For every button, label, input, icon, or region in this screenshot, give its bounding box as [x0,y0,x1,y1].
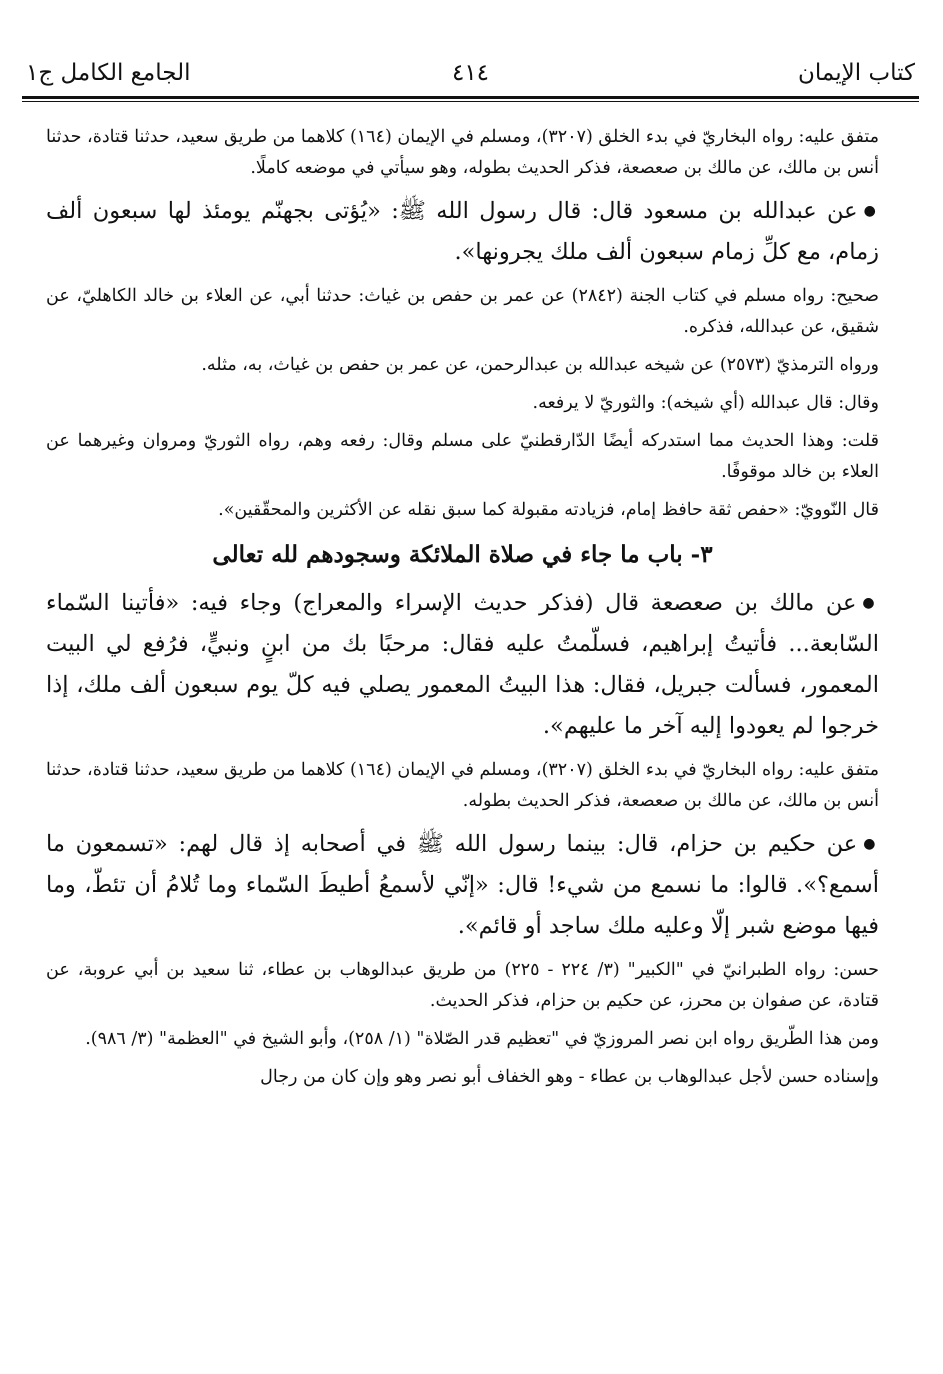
bullet-icon: ● [863,203,880,219]
bullet-icon: ● [863,836,880,852]
hadith-text [46,191,879,273]
takhrij-note: قلت: وهذا الحديث مما استدركه أيضًا الدّارقطنيّ على مسلم وقال: رفعه وهم، رواه الثوريّ ومروان وغيرهما عن العلاء بن خالد موقوفًا. [46,431,879,482]
header-rule-thin [22,101,919,102]
hadith-text [46,583,879,747]
hadith-body: عن عبدالله بن مسعود قال: قال رسول الله ﷺ: «يُؤتى بجهنّم يومئذ لها سبعون ألف زمام، مع كلِّ زمام سبعون ألف ملك يجرونها». [46,198,879,265]
takhrij-note: ورواه الترمذيّ (٢٥٧٣) عن شيخه عبدالله بن عبدالرحمن، عن عمر بن حفص بن غياث، به، مثله. [201,355,879,375]
chapter-title: كتاب الإيمان [798,60,915,86]
takhrij-note: قال النّوويّ: «حفص ثقة حافظ إمام، فزيادته مقبولة كما سبق نقله عن الأكثرين والمحقّقين». [218,500,879,520]
takhrij-note: ومن هذا الطّريق رواه ابن نصر المروزيّ في "تعظيم قدر الصّلاة" (١/ ٢٥٨)، وأبو الشيخ في "العظمة" (٣/ ٩٨٦). [85,1029,879,1049]
takhrij-note: متفق عليه: رواه البخاريّ في بدء الخلق (٣٢٠٧)، ومسلم في الإيمان (١٦٤) كلاهما من طريق سعيد، حدثنا قتادة، حدثنا أنس بن مالك، عن مالك بن صعصعة، فذكر الحديث بطوله، وهو سيأتي في موضعه كاملًا. [46,127,880,178]
section-heading: ٣- باب ما جاء في صلاة الملائكة وسجودهم لله تعالى [212,541,713,568]
takhrij-note: وإسناده حسن لأجل عبدالوهاب بن عطاء - وهو الخفاف أبو نصر وهو وإن كان من رجال [260,1067,879,1087]
page-content [46,122,879,1100]
hadith-body: عن حكيم بن حزام، قال: بينما رسول الله ﷺ في أصحابه إذ قال لهم: «تسمعون ما أسمع؟». قالوا: ما نسمع من شيء! قال: «إنّي لأسمعُ أطيطَ السّماء وما تُلامُ أن تئطّ، وما فيها موضع شبر إلّا وعليه ملك ساجد أو قائم». [46,831,879,939]
page-header [22,52,919,96]
page-number: ٤١٤ [451,60,490,86]
takhrij-note: صحيح: رواه مسلم في كتاب الجنة (٢٨٤٢) عن عمر بن حفص بن غياث: حدثنا أبي، عن العلاء بن خالد الكاهليّ، عن شقيق، عن عبدالله، فذكره. [46,286,879,337]
book-title: الجامع الكامل ج١ [26,60,191,86]
hadith-body: عن مالك بن صعصعة قال (فذكر حديث الإسراء والمعراج) وجاء فيه: «فأتينا السّماء السّابعة... فأتيتُ إبراهيم، فسلّمتُ عليه فقال: مرحبًا بك من ابنٍ ونبيٍّ، فرُفع لي البيت المعمور، فسألت جبريل، فقال: هذا البيتُ المعمور يصلي فيه كلّ يوم سبعون ألف ملك، إذا خرجوا لم يعودوا إليه آخر ما عليهم». [46,590,879,739]
takhrij-note: وقال: قال عبدالله (أي شيخه): والثوريّ لا يرفعه. [532,393,879,413]
takhrij-note: متفق عليه: رواه البخاريّ في بدء الخلق (٣٢٠٧)، ومسلم في الإيمان (١٦٤) كلاهما من طريق سعيد، حدثنا قتادة، حدثنا أنس بن مالك، عن مالك بن صعصعة، فذكر الحديث بطوله. [46,760,880,811]
bullet-icon: ● [862,595,879,611]
header-rule-thick [22,96,919,99]
hadith-text [46,824,879,947]
takhrij-note: حسن: رواه الطبرانيّ في "الكبير" (٣/ ٢٢٤ - ٢٢٥) من طريق عبدالوهاب بن عطاء، ثنا سعيد بن أبي عروبة، عن قتادة، عن صفوان بن محرز، عن حكيم بن حزام، فذكر الحديث. [46,960,879,1011]
